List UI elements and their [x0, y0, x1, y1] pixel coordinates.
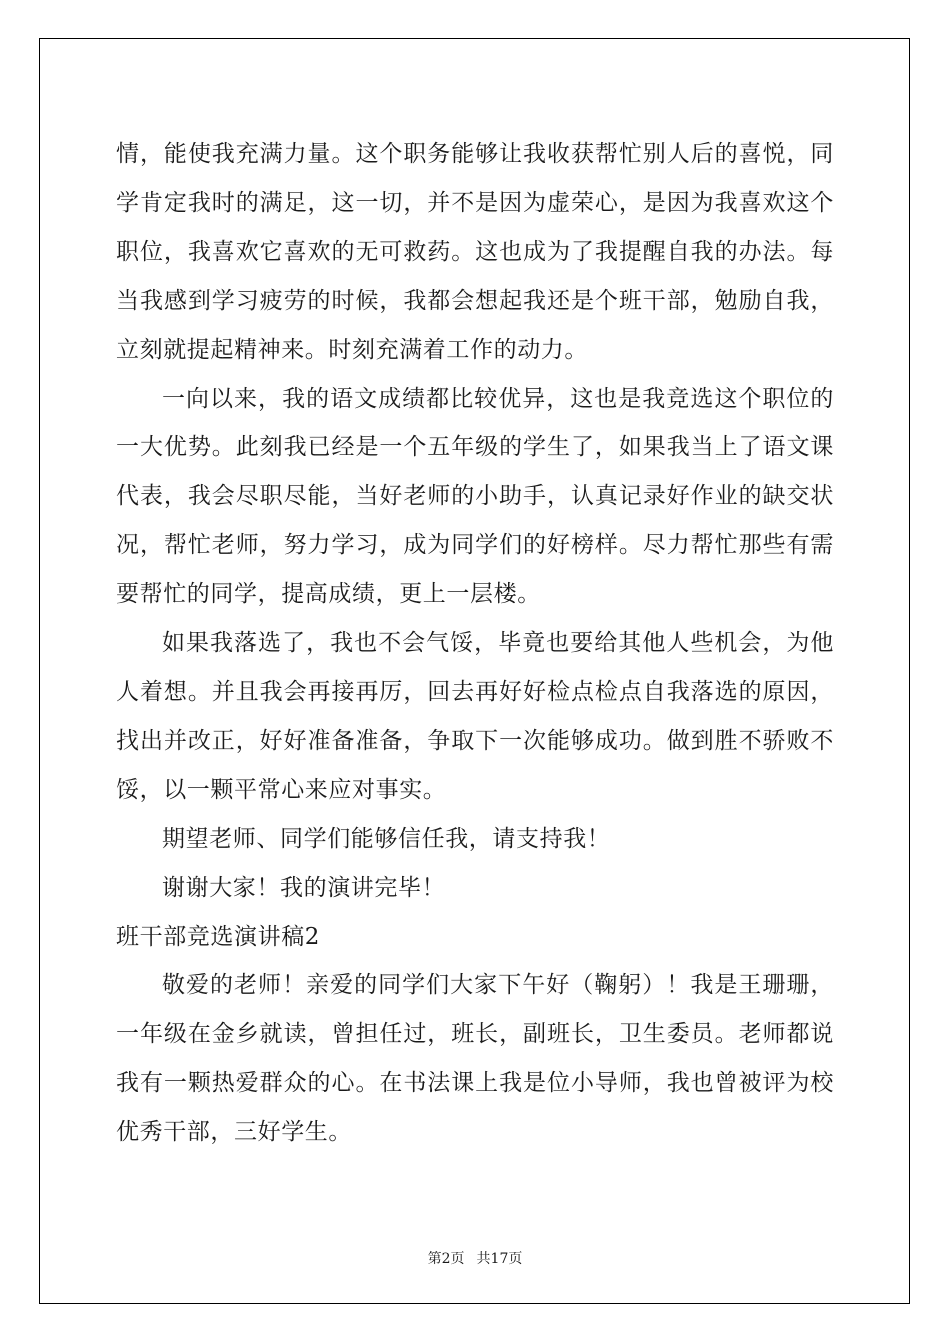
paragraph-2: 一向以来，我的语文成绩都比较优异，这也是我竞选这个职位的一大优势。此刻我已经是一个五年级的学生了，如果我当上了语文课代表，我会尽职尽能，当好老师的小助手，认真记录好作业的缺交状况，帮忙老师，努力学习，成为同学们的好榜样。尽力帮忙那些有需要帮忙的同学，提高成绩，更上一层楼。	[116, 385, 834, 608]
section-paragraph-1: 敬爱的老师！亲爱的同学们大家下午好（鞠躬）！我是王珊珊，一年级在金乡就读，曾担任过，班长，副班长，卫生委员。老师都说我有一颗热爱群众的心。在书法课上我是位小导师，我也曾被评为校优秀干部，三好学生。	[116, 972, 834, 1146]
paragraph-3: 如果我落选了，我也不会气馁，毕竟也要给其他人些机会，为他人着想。并且我会再接再厉，回去再好好检点检点自我落选的原因，找出并改正，好好准备准备，争取下一次能够成功。做到胜不骄败不馁，以一颗平常心来应对事实。	[116, 630, 834, 803]
page-footer	[0, 1248, 950, 1268]
paragraph-1: 情，能使我充满力量。这个职务能够让我收获帮忙别人后的喜悦，同学肯定我时的满足，这一切，并不是因为虚荣心，是因为我喜欢这个职位，我喜欢它喜欢的无可救药。这也成为了我提醒自我的办法。每当我感到学习疲劳的时候，我都会想起我还是个班干部，勉励自我，立刻就提起精神来。时刻充满着工作的动力。	[116, 141, 834, 363]
paragraph-5: 谢谢大家！我的演讲完毕！	[162, 874, 446, 901]
page-number: 第2页	[427, 1251, 465, 1267]
document-body	[116, 130, 834, 1157]
section-heading: 班干部竞选演讲稿2	[116, 923, 321, 950]
paragraph-4: 期望老师、同学们能够信任我，请支持我！	[162, 825, 611, 852]
page-total: 共17页	[476, 1251, 523, 1267]
